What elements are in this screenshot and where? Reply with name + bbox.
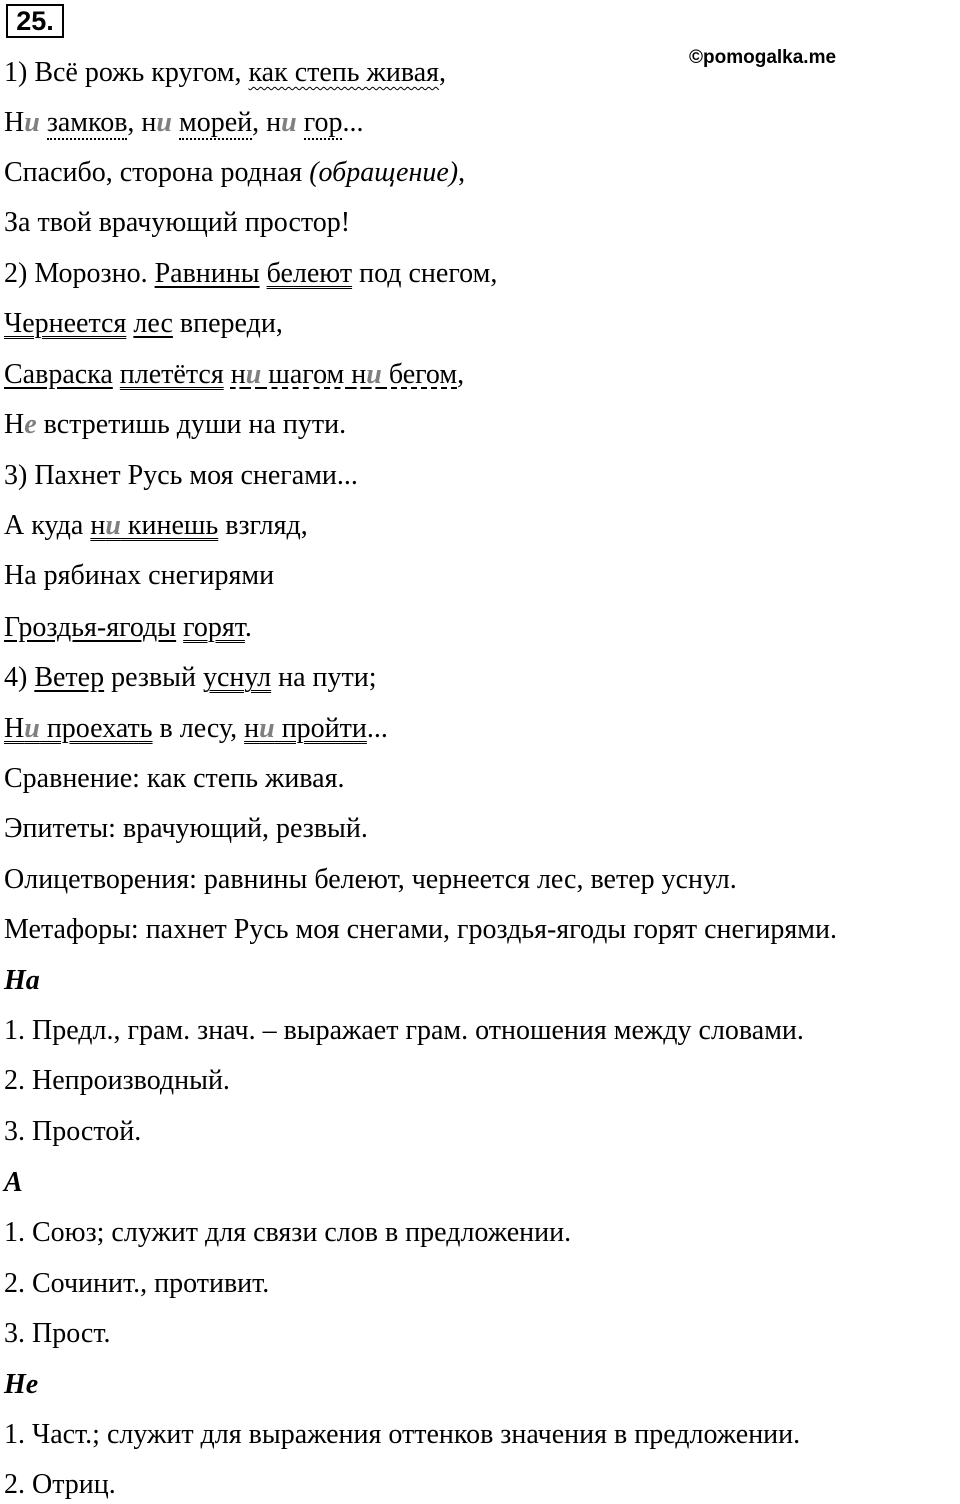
poem-line-9 bbox=[4, 458, 358, 494]
poem-line-10 bbox=[4, 508, 308, 544]
subject-word: Ветер bbox=[34, 662, 105, 693]
text: Н bbox=[4, 107, 25, 138]
object-word: морей bbox=[178, 107, 253, 138]
text: н bbox=[90, 510, 106, 541]
predicate-phrase bbox=[244, 713, 367, 744]
word-header-a: А bbox=[4, 1167, 23, 1198]
epithets-line: Эпитеты: врачующий, резвый. bbox=[4, 813, 368, 844]
poem-line-12 bbox=[4, 610, 252, 646]
poem-line-2 bbox=[4, 105, 363, 141]
word-a-item-3: 3. Прост. bbox=[4, 1318, 111, 1349]
highlight-letter: и bbox=[259, 713, 275, 744]
metaphors-line: Метафоры: пахнет Русь моя снегами, гроздья-ягоды горят снегирями. bbox=[4, 914, 838, 945]
text: Н bbox=[4, 409, 25, 440]
predicate-word: Чернеется bbox=[4, 308, 127, 339]
text: взгляд, bbox=[218, 510, 308, 541]
poem-line-4 bbox=[4, 205, 350, 241]
highlight-letter: и bbox=[105, 510, 121, 541]
text: впереди, bbox=[172, 308, 283, 339]
word-a-item-2: 2. Сочинит., противит. bbox=[4, 1268, 270, 1299]
text: в лесу, bbox=[152, 713, 245, 744]
word-header-na: На bbox=[4, 965, 40, 996]
text: , bbox=[458, 157, 466, 188]
text: 1) Всё рожь кругом, bbox=[4, 57, 249, 88]
poem-line-8 bbox=[4, 407, 346, 443]
text: , bbox=[439, 57, 447, 88]
word-na-item-2: 2. Непроизводный. bbox=[4, 1065, 230, 1096]
text: н bbox=[351, 359, 367, 390]
object-word: замков bbox=[46, 107, 128, 138]
predicate-word: белеют bbox=[266, 258, 353, 289]
subject-word: лес bbox=[133, 308, 173, 339]
text: Н bbox=[4, 713, 25, 744]
circumstance-phrase bbox=[231, 359, 457, 390]
text: на пути; bbox=[271, 662, 377, 693]
text: За твой врачующий простор! bbox=[4, 207, 351, 238]
text: А куда bbox=[4, 510, 91, 541]
poem-line-1 bbox=[4, 55, 446, 91]
text: , н bbox=[252, 107, 282, 138]
comparison-line: Сравнение: как степь живая. bbox=[4, 763, 345, 794]
object-word: гор bbox=[303, 107, 343, 138]
text: кинешь bbox=[120, 510, 219, 541]
highlight-letter: и bbox=[281, 107, 297, 138]
text: 4) bbox=[4, 662, 35, 693]
text: На рябинах снегирями bbox=[4, 560, 275, 591]
highlight-letter: и bbox=[156, 107, 172, 138]
annotation: (обращение) bbox=[309, 157, 459, 188]
text: н bbox=[244, 713, 260, 744]
text: Спасибо, сторона родная bbox=[4, 157, 310, 188]
predicate-phrase bbox=[4, 713, 153, 744]
word-ne-item-2: 2. Отриц. bbox=[4, 1469, 116, 1500]
text: ... bbox=[366, 713, 388, 744]
subject-word: Гроздья-ягоды bbox=[4, 612, 177, 643]
text: шагом bbox=[261, 359, 352, 390]
word-ne-item-1: 1. Част.; служит для выражения оттенков значения в предложении. bbox=[4, 1419, 801, 1450]
text: 2) Морозно. bbox=[4, 258, 155, 289]
poem-line-7 bbox=[4, 357, 464, 393]
text: резвый bbox=[104, 662, 203, 693]
word-na-item-3: 3. Простой. bbox=[4, 1116, 142, 1147]
text: ... bbox=[342, 107, 364, 138]
text: 3) Пахнет Русь моя снегами... bbox=[4, 460, 358, 491]
highlight-letter: и bbox=[245, 359, 262, 390]
predicate-word: горят bbox=[183, 612, 245, 643]
text: встретишь души на пути. bbox=[36, 409, 347, 440]
personification-line: Олицетворения: равнины белеют, чернеется лес, ветер уснул. bbox=[4, 864, 737, 895]
text: , bbox=[457, 359, 465, 390]
word-header-ne: Не bbox=[4, 1369, 39, 1400]
poem-line-5 bbox=[4, 256, 497, 292]
poem-line-3 bbox=[4, 155, 465, 191]
highlight-letter: и bbox=[24, 107, 40, 138]
predicate-phrase bbox=[90, 510, 218, 541]
text: проехать bbox=[39, 713, 153, 744]
poem-line-13 bbox=[4, 660, 377, 696]
poem-line-14 bbox=[4, 711, 388, 747]
predicate-word: плетётся bbox=[119, 359, 224, 390]
watermark: ©pomogalka.me bbox=[689, 47, 837, 68]
highlight-letter: е bbox=[24, 409, 37, 440]
highlight-letter: и bbox=[366, 359, 382, 390]
text: бегом bbox=[381, 359, 458, 390]
text: н bbox=[230, 359, 246, 390]
predicate-word: уснул bbox=[202, 662, 272, 693]
text: пройти bbox=[274, 713, 367, 744]
text: под снегом, bbox=[352, 258, 498, 289]
subject-word: Равнины bbox=[154, 258, 260, 289]
text: . bbox=[244, 612, 252, 643]
word-na-item-1: 1. Предл., грам. знач. – выражает грам. отношения между словами. bbox=[4, 1015, 804, 1046]
text: , н bbox=[127, 107, 157, 138]
poem-line-11 bbox=[4, 558, 274, 594]
comparison-phrase: как степь живая bbox=[248, 57, 440, 88]
exercise-number: 25. bbox=[6, 4, 64, 38]
word-a-item-1: 1. Союз; служит для связи слов в предложении. bbox=[4, 1217, 572, 1248]
subject-word: Савраска bbox=[4, 359, 113, 390]
poem-line-6 bbox=[4, 306, 283, 342]
highlight-letter: и bbox=[24, 713, 40, 744]
